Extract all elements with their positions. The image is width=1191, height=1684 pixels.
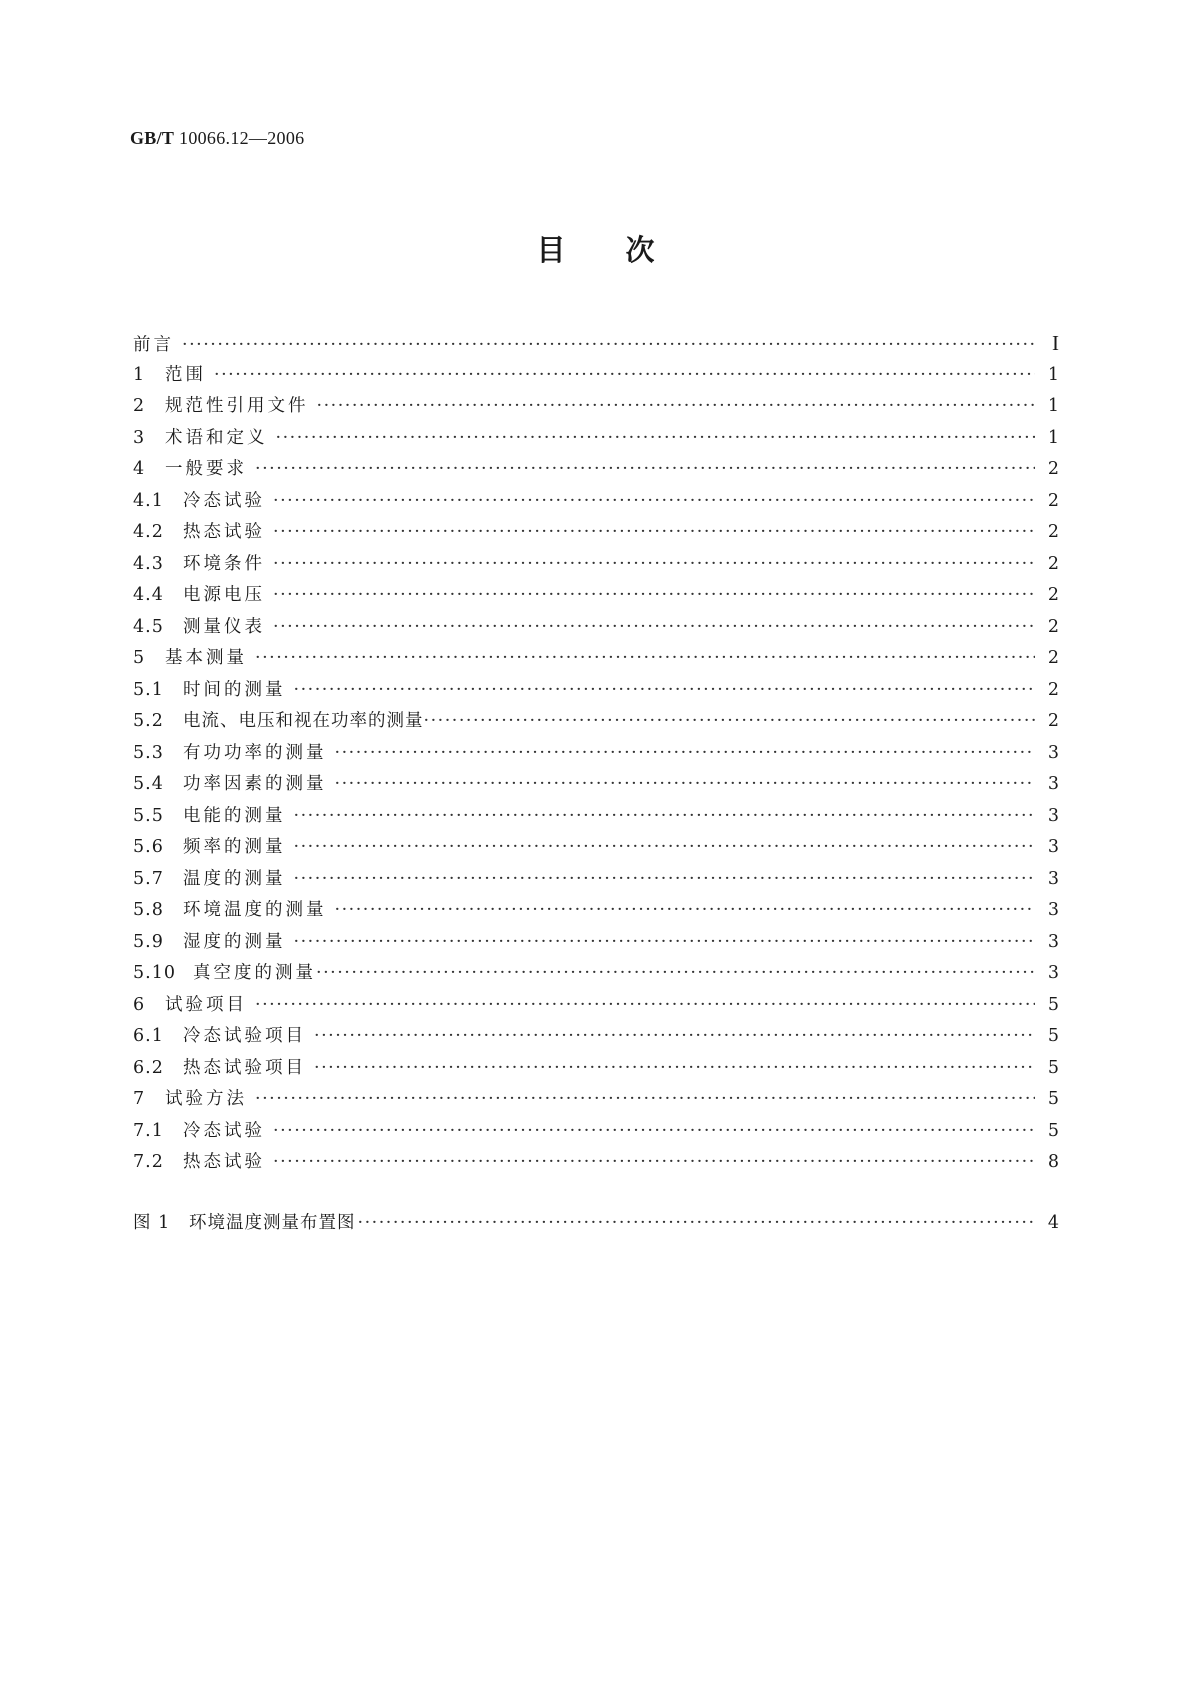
toc-page: 5 — [1047, 1057, 1059, 1078]
toc-entry[interactable] — [133, 486, 1059, 518]
toc-page: 3 — [1047, 868, 1059, 889]
toc-page: 3 — [1047, 774, 1059, 794]
figure-page: 4 — [1047, 1212, 1059, 1233]
toc-title: 电能的测量 — [183, 805, 286, 826]
leader-dots — [335, 738, 1036, 770]
toc-number: 5.5 — [133, 805, 164, 826]
toc-title: 有功功率的测量 — [183, 742, 327, 763]
toc-page: 2 — [1047, 679, 1059, 700]
toc-page: 1 — [1047, 427, 1059, 448]
leader-dots — [294, 927, 1036, 959]
toc-entry[interactable] — [133, 675, 1059, 707]
toc-number: 4 — [133, 459, 146, 479]
toc-page: 3 — [1047, 805, 1059, 826]
toc-number: 4.4 — [133, 585, 164, 605]
toc-title: 前言 — [133, 335, 174, 355]
toc-title: 温度的测量 — [183, 868, 286, 889]
toc-title: 冷态试验 — [183, 490, 265, 511]
leader-dots — [182, 330, 1035, 362]
toc-number: 7.1 — [133, 1120, 164, 1141]
toc-number: 7 — [133, 1089, 146, 1109]
toc-entry[interactable] — [133, 927, 1059, 959]
toc-page: 2 — [1047, 616, 1059, 637]
toc-title: 规范性引用文件 — [165, 396, 309, 416]
toc-title: 湿度的测量 — [183, 931, 286, 952]
toc-entry[interactable] — [133, 391, 1059, 423]
toc-entry[interactable] — [133, 706, 1059, 738]
toc-entry[interactable] — [133, 864, 1059, 896]
leader-dots — [273, 580, 1035, 612]
toc-entry[interactable] — [133, 517, 1059, 549]
toc-page: 8 — [1047, 1152, 1059, 1172]
document-code — [130, 128, 304, 149]
toc-entry[interactable] — [133, 895, 1059, 927]
toc-entry[interactable] — [133, 958, 1059, 990]
toc-entry[interactable] — [133, 549, 1059, 581]
toc-number: 4.1 — [133, 490, 164, 511]
toc-number: 5.10 — [133, 963, 176, 983]
toc-title: 冷态试验 — [183, 1120, 265, 1141]
figure-title: 环境温度测量布置图 — [189, 1212, 356, 1233]
toc-page: 2 — [1047, 553, 1059, 574]
toc-title: 试验方法 — [165, 1089, 247, 1109]
toc-number: 1 — [133, 364, 146, 385]
toc-number: 3 — [133, 427, 146, 448]
toc-page: 3 — [1047, 963, 1059, 983]
standard-number: 10066.12—2006 — [179, 128, 305, 148]
leader-dots — [273, 612, 1035, 644]
toc-page: 1 — [1047, 364, 1059, 385]
toc-entry[interactable] — [133, 738, 1059, 770]
toc-page: 5 — [1047, 994, 1059, 1015]
figure-entry[interactable] — [133, 1208, 1059, 1240]
toc-entry[interactable] — [133, 360, 1059, 392]
toc-entry-foreword[interactable] — [133, 328, 1059, 360]
leader-dots — [358, 1208, 1036, 1240]
leader-dots — [294, 675, 1036, 707]
leader-dots — [335, 769, 1036, 801]
section-gap — [133, 1179, 1059, 1208]
toc-number: 5.4 — [133, 774, 164, 794]
toc-number: 5 — [133, 648, 146, 668]
toc-title: 一般要求 — [165, 459, 247, 479]
standard-prefix: GB/T — [130, 128, 175, 148]
toc-entry[interactable] — [133, 769, 1059, 801]
toc-entry[interactable] — [133, 1053, 1059, 1085]
toc-page: 2 — [1047, 490, 1059, 511]
toc-entry[interactable] — [133, 580, 1059, 612]
toc-number: 7.2 — [133, 1152, 164, 1172]
toc-entry[interactable] — [133, 990, 1059, 1022]
toc-number: 6.1 — [133, 1026, 164, 1046]
toc-number: 5.1 — [133, 679, 164, 700]
toc-number: 4.3 — [133, 553, 164, 574]
page-title: 目次 — [536, 233, 715, 267]
leader-dots — [273, 1116, 1035, 1148]
toc-title: 冷态试验项目 — [183, 1026, 306, 1046]
toc-title: 功率因素的测量 — [183, 774, 327, 794]
toc-title: 频率的测量 — [183, 837, 286, 857]
leader-dots — [276, 423, 1036, 455]
toc-title: 电流、电压和视在功率的测量 — [183, 711, 424, 731]
leader-dots — [273, 549, 1035, 581]
toc-number: 2 — [133, 396, 146, 416]
toc-title: 热态试验项目 — [183, 1057, 306, 1078]
toc-entry[interactable] — [133, 832, 1059, 864]
toc-number: 5.7 — [133, 868, 164, 889]
leader-dots — [317, 391, 1036, 423]
toc-entry[interactable] — [133, 1084, 1059, 1116]
toc-number: 4.2 — [133, 522, 164, 542]
leader-dots — [294, 801, 1036, 833]
leader-dots — [273, 1147, 1035, 1179]
toc-number: 5.3 — [133, 742, 164, 763]
leader-dots — [316, 958, 1035, 990]
toc-title: 热态试验 — [183, 1152, 265, 1172]
toc-title: 环境温度的测量 — [183, 900, 327, 920]
toc-title: 测量仪表 — [183, 616, 265, 637]
toc-number: 5.8 — [133, 900, 164, 920]
leader-dots — [294, 864, 1036, 896]
toc-title: 电源电压 — [183, 585, 265, 605]
toc-entry[interactable] — [133, 423, 1059, 455]
leader-dots — [273, 517, 1035, 549]
leader-dots — [255, 643, 1035, 675]
toc-page: 3 — [1047, 837, 1059, 857]
toc-page: 2 — [1047, 522, 1059, 542]
toc-title: 术语和定义 — [165, 427, 268, 448]
toc-page: I — [1052, 331, 1059, 355]
toc-title: 真空度的测量 — [193, 963, 316, 983]
toc-number: 6 — [133, 994, 146, 1015]
table-of-contents — [133, 328, 1059, 1239]
toc-number: 5.6 — [133, 837, 164, 857]
leader-dots — [255, 990, 1035, 1022]
toc-entry[interactable] — [133, 1116, 1059, 1148]
leader-dots — [314, 1021, 1035, 1053]
leader-dots — [314, 1053, 1035, 1085]
toc-page: 3 — [1047, 931, 1059, 952]
toc-entry[interactable] — [133, 1147, 1059, 1179]
toc-entry[interactable] — [133, 612, 1059, 644]
toc-title: 环境条件 — [183, 553, 265, 574]
toc-number: 5.9 — [133, 931, 164, 952]
toc-page: 2 — [1047, 648, 1059, 668]
leader-dots — [255, 1084, 1035, 1116]
leader-dots — [294, 832, 1036, 864]
toc-title: 试验项目 — [165, 994, 247, 1015]
toc-page: 5 — [1047, 1026, 1059, 1046]
leader-dots — [424, 706, 1036, 738]
toc-page: 5 — [1047, 1120, 1059, 1141]
toc-title: 基本测量 — [165, 648, 247, 668]
leader-dots — [273, 486, 1035, 518]
toc-page: 2 — [1047, 585, 1059, 605]
toc-page: 1 — [1047, 396, 1059, 416]
toc-number: 4.5 — [133, 616, 164, 637]
leader-dots — [214, 360, 1035, 392]
toc-number: 5.2 — [133, 711, 164, 731]
leader-dots — [335, 895, 1036, 927]
toc-title: 时间的测量 — [183, 679, 286, 700]
toc-entry[interactable] — [133, 1021, 1059, 1053]
toc-page: 5 — [1047, 1089, 1059, 1109]
leader-dots — [255, 454, 1035, 486]
toc-entry[interactable] — [133, 643, 1059, 675]
toc-entry[interactable] — [133, 454, 1059, 486]
toc-page: 2 — [1047, 711, 1059, 731]
toc-title: 范围 — [165, 364, 206, 385]
toc-number: 6.2 — [133, 1057, 164, 1078]
toc-page: 2 — [1047, 459, 1059, 479]
toc-page: 3 — [1047, 900, 1059, 920]
toc-title: 热态试验 — [183, 522, 265, 542]
toc-entry[interactable] — [133, 801, 1059, 833]
figure-number: 图 1 — [133, 1212, 171, 1233]
toc-page: 3 — [1047, 742, 1059, 763]
